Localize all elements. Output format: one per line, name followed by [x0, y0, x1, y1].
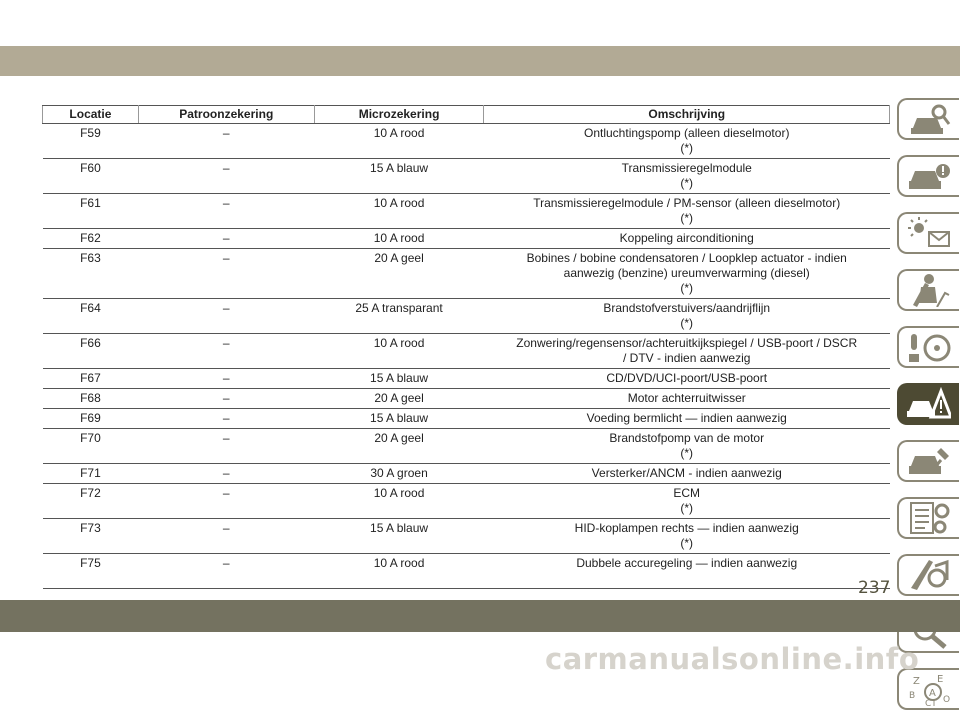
- cell-locatie: F63: [43, 249, 139, 299]
- description-line: Bobines / bobine condensatoren / Loopklep actuator - indien: [526, 251, 847, 265]
- cell-locatie: F62: [43, 229, 139, 249]
- cell-microzekering: 20 A geel: [314, 249, 484, 299]
- description-line: Dubbele accuregeling — indien aanwezig: [576, 556, 798, 570]
- cell-patroonzekering: –: [138, 464, 314, 484]
- chapter-tab[interactable]: [897, 212, 959, 254]
- cell-patroonzekering: –: [138, 429, 314, 464]
- cell-microzekering: 15 A blauw: [314, 159, 484, 194]
- cell-locatie: F66: [43, 334, 139, 369]
- cell-patroonzekering: –: [138, 334, 314, 369]
- cell-omschrijving: [484, 484, 890, 519]
- emergency-triangle-icon: [907, 387, 951, 421]
- cell-locatie: F61: [43, 194, 139, 229]
- col-header-omschrijving: Omschrijving: [484, 106, 890, 124]
- svg-text:O: O: [943, 695, 951, 705]
- cell-patroonzekering: –: [138, 249, 314, 299]
- svg-text:E: E: [937, 674, 944, 685]
- col-header-patroonzekering: Patroonzekering: [138, 106, 314, 124]
- chapter-tab[interactable]: [897, 326, 959, 368]
- cell-microzekering: 10 A rood: [314, 334, 484, 369]
- cell-patroonzekering: –: [138, 389, 314, 409]
- car-warning-icon: [907, 159, 951, 193]
- cell-locatie: F72: [43, 484, 139, 519]
- description-line: Transmissieregelmodule: [621, 161, 752, 175]
- table-row: [43, 519, 890, 554]
- cell-omschrijving: [484, 194, 890, 229]
- cell-omschrijving: [484, 369, 890, 389]
- cell-omschrijving: [484, 429, 890, 464]
- table-row: [43, 554, 890, 589]
- cell-omschrijving: [484, 159, 890, 194]
- cell-patroonzekering: –: [138, 194, 314, 229]
- description-line: (*): [680, 141, 694, 155]
- cell-omschrijving: [484, 389, 890, 409]
- seat-passenger-icon: [907, 273, 951, 307]
- cell-omschrijving: [484, 229, 890, 249]
- cell-microzekering: 10 A rood: [314, 229, 484, 249]
- cell-locatie: F64: [43, 299, 139, 334]
- car-magnifier-icon: [907, 102, 951, 136]
- table-row: [43, 299, 890, 334]
- cell-microzekering: 30 A groen: [314, 464, 484, 484]
- cell-locatie: F75: [43, 554, 139, 589]
- description-line: Brandstofpomp van de motor: [609, 431, 765, 445]
- table-row: [43, 409, 890, 429]
- cell-patroonzekering: –: [138, 409, 314, 429]
- chapter-tab[interactable]: [897, 383, 959, 425]
- footer-band: [0, 600, 960, 632]
- cell-locatie: F67: [43, 369, 139, 389]
- chapter-tab[interactable]: [897, 98, 959, 140]
- cell-microzekering: 15 A blauw: [314, 519, 484, 554]
- cell-locatie: F69: [43, 409, 139, 429]
- cell-patroonzekering: –: [138, 299, 314, 334]
- table-row: [43, 429, 890, 464]
- description-line: (*): [680, 211, 694, 225]
- technical-specs-icon: [907, 501, 951, 535]
- svg-text:CT: CT: [925, 699, 937, 706]
- table-row: [43, 464, 890, 484]
- header-band: [0, 46, 960, 76]
- description-line: Motor achterruitwisser: [627, 391, 746, 405]
- cell-omschrijving: [484, 249, 890, 299]
- description-line: Transmissieregelmodule / PM-sensor (alleen dieselmotor): [533, 196, 841, 210]
- dashboard-lights-icon: [907, 216, 951, 250]
- cell-locatie: F70: [43, 429, 139, 464]
- cell-patroonzekering: –: [138, 369, 314, 389]
- cell-omschrijving: [484, 299, 890, 334]
- table-header-row: [43, 106, 890, 124]
- description-line: (*): [680, 281, 694, 295]
- chapter-tab[interactable]: [897, 155, 959, 197]
- description-line: Zonwering/regensensor/achteruitkijkspiegel / USB-poort / DSCR: [516, 336, 858, 350]
- cell-microzekering: 25 A transparant: [314, 299, 484, 334]
- svg-text:Z: Z: [913, 676, 920, 687]
- chapter-tab[interactable]: [897, 554, 959, 596]
- cell-microzekering: 10 A rood: [314, 194, 484, 229]
- cell-microzekering: 10 A rood: [314, 124, 484, 159]
- description-line: (*): [680, 501, 694, 515]
- multimedia-icon: [907, 558, 951, 592]
- cell-microzekering: 15 A blauw: [314, 409, 484, 429]
- cell-omschrijving: [484, 334, 890, 369]
- table-row: [43, 249, 890, 299]
- page-number: 237: [858, 578, 891, 598]
- cell-patroonzekering: –: [138, 554, 314, 589]
- table-row: [43, 369, 890, 389]
- chapter-tab[interactable]: [897, 497, 959, 539]
- cell-patroonzekering: –: [138, 229, 314, 249]
- description-line: Ontluchtingspomp (alleen dieselmotor): [584, 126, 790, 140]
- cell-omschrijving: [484, 409, 890, 429]
- description-line: (*): [680, 176, 694, 190]
- fuse-table: [42, 105, 890, 589]
- cell-patroonzekering: –: [138, 484, 314, 519]
- cell-microzekering: 20 A geel: [314, 429, 484, 464]
- cell-locatie: F59: [43, 124, 139, 159]
- chapter-tab[interactable]: [897, 440, 959, 482]
- description-line: (*): [680, 536, 694, 550]
- car-service-icon: [907, 444, 951, 478]
- cell-locatie: F60: [43, 159, 139, 194]
- starting-driving-icon: [907, 330, 951, 364]
- description-line: Koppeling airconditioning: [619, 231, 754, 245]
- cell-patroonzekering: –: [138, 124, 314, 159]
- description-line: Voeding bermlicht — indien aanwezig: [586, 411, 787, 425]
- cell-locatie: F68: [43, 389, 139, 409]
- col-header-microzekering: Microzekering: [314, 106, 484, 124]
- col-header-locatie: Locatie: [43, 106, 139, 124]
- table-row: [43, 159, 890, 194]
- table-row: [43, 484, 890, 519]
- cell-microzekering: 10 A rood: [314, 554, 484, 589]
- cell-patroonzekering: –: [138, 159, 314, 194]
- svg-text:A: A: [929, 688, 936, 699]
- cell-patroonzekering: –: [138, 519, 314, 554]
- watermark: carmanualsonline.info: [545, 642, 920, 676]
- description-line: / DTV - indien aanwezig: [623, 351, 751, 365]
- cell-microzekering: 10 A rood: [314, 484, 484, 519]
- cell-locatie: F71: [43, 464, 139, 484]
- chapter-tab[interactable]: [897, 269, 959, 311]
- table-row: [43, 194, 890, 229]
- table-row: [43, 124, 890, 159]
- description-line: aanwezig (benzine) ureumverwarming (diesel): [563, 266, 810, 280]
- description-line: ECM: [673, 486, 701, 500]
- description-line: Versterker/ANCM - indien aanwezig: [591, 466, 782, 480]
- cell-microzekering: 20 A geel: [314, 389, 484, 409]
- cell-omschrijving: [484, 124, 890, 159]
- table-row: [43, 389, 890, 409]
- table-row: [43, 229, 890, 249]
- cell-omschrijving: [484, 464, 890, 484]
- language-index-icon: [907, 672, 951, 706]
- description-line: (*): [680, 316, 694, 330]
- cell-omschrijving: [484, 519, 890, 554]
- cell-omschrijving: [484, 554, 890, 589]
- description-line: CD/DVD/UCI-poort/USB-poort: [606, 371, 768, 385]
- table-row: [43, 334, 890, 369]
- cell-locatie: F73: [43, 519, 139, 554]
- description-line: Brandstofverstuivers/aandrijflijn: [603, 301, 771, 315]
- description-line: (*): [680, 446, 694, 460]
- svg-text:B: B: [909, 691, 916, 701]
- cell-microzekering: 15 A blauw: [314, 369, 484, 389]
- description-line: HID-koplampen rechts — indien aanwezig: [574, 521, 799, 535]
